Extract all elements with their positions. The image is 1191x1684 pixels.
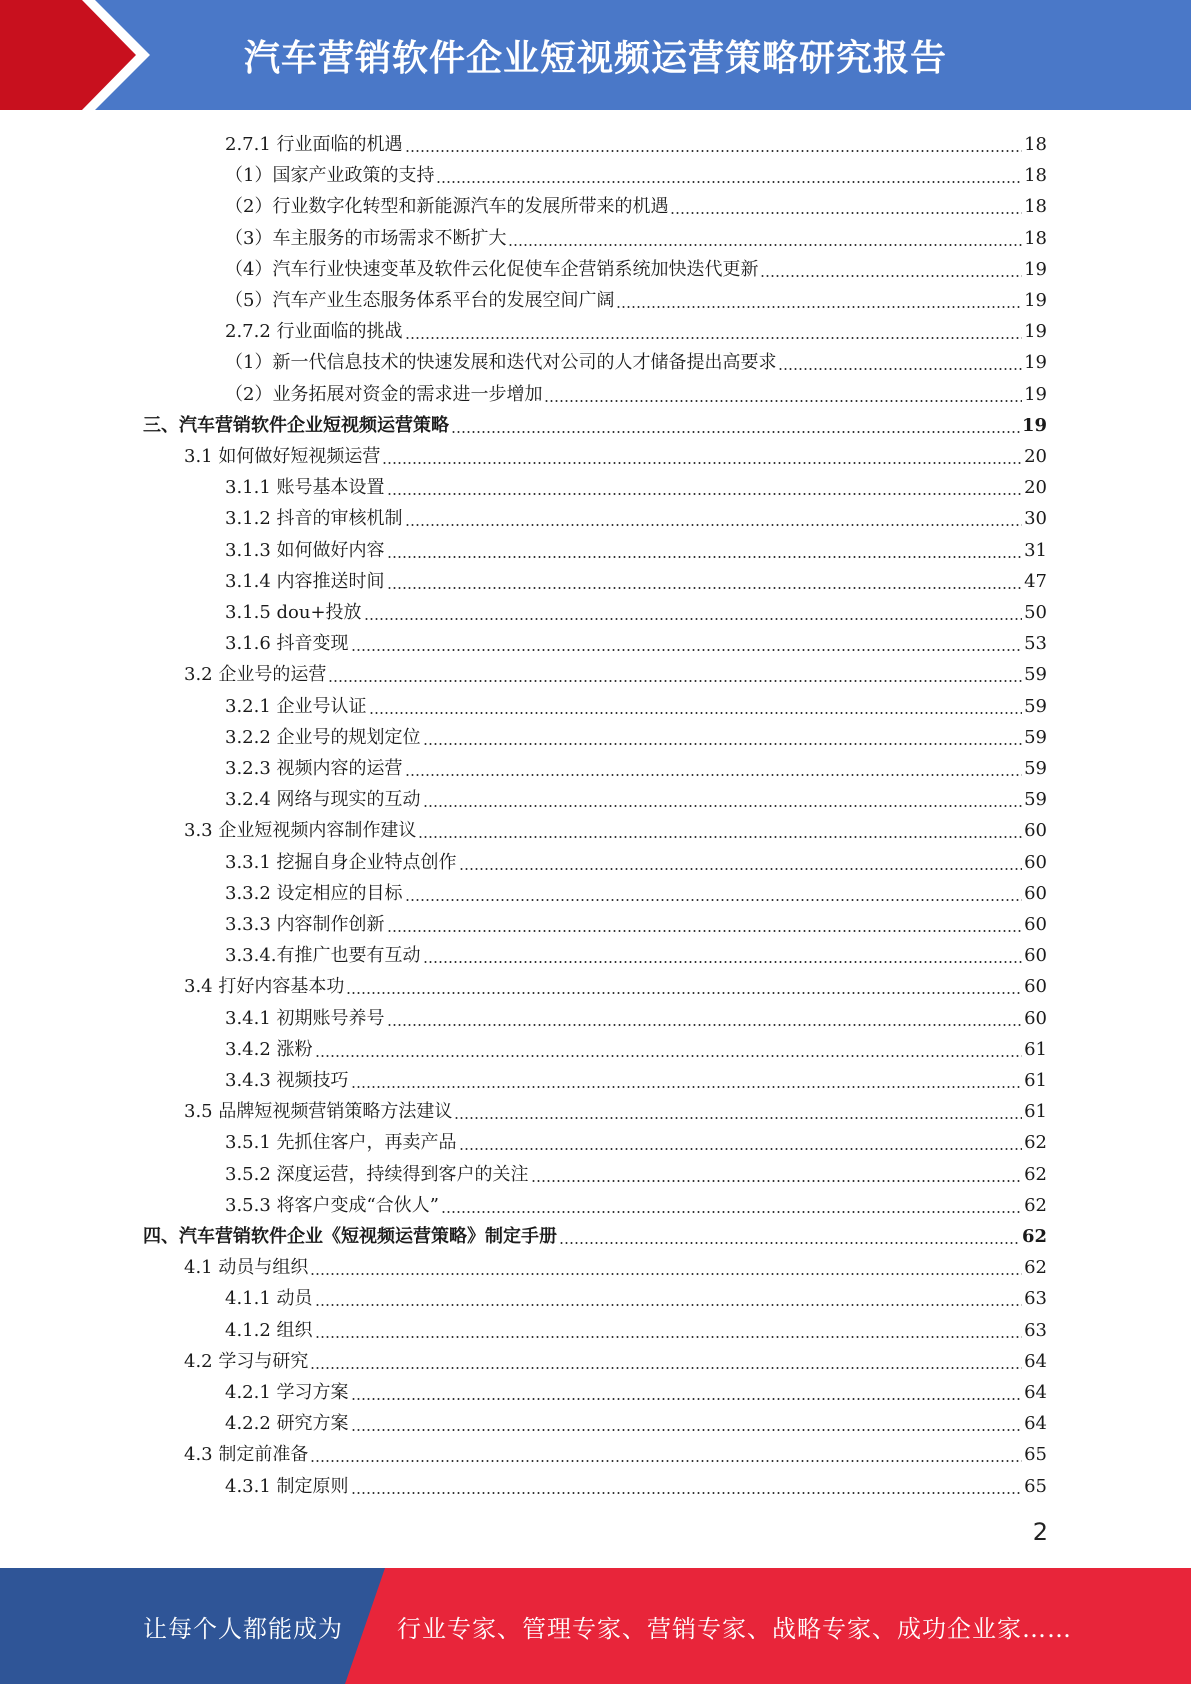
toc-entry-label: 4.1 动员与组织 xyxy=(184,1257,309,1279)
toc-dot-leader xyxy=(364,601,1023,621)
toc-entry-page: 65 xyxy=(1024,1475,1047,1497)
toc-entry[interactable] xyxy=(184,438,1047,469)
toc-dot-leader xyxy=(382,445,1022,465)
toc-entry-label: 3.4.1 初期账号养号 xyxy=(225,1007,385,1029)
toc-dot-leader xyxy=(405,507,1023,527)
toc-dot-leader xyxy=(346,975,1022,995)
toc-entry-page: 60 xyxy=(1024,1007,1047,1029)
toc-dot-leader xyxy=(670,195,1022,215)
toc-entry-page: 19 xyxy=(1024,258,1047,280)
toc-entry-page: 18 xyxy=(1024,165,1047,187)
toc-dot-leader xyxy=(436,164,1022,184)
toc-entry-page: 62 xyxy=(1021,1226,1047,1247)
toc-entry-page: 19 xyxy=(1024,321,1047,343)
toc-dot-leader xyxy=(418,819,1022,839)
toc-entry[interactable] xyxy=(143,407,1047,438)
toc-entry-label: 3.1.1 账号基本设置 xyxy=(225,477,385,499)
toc-entry-label: 3.1 如何做好短视频运营 xyxy=(184,446,381,467)
toc-entry-label: 3.1.6 抖音变现 xyxy=(225,633,349,655)
toc-entry-label: 4.1.1 动员 xyxy=(225,1288,313,1310)
toc-entry-label: 3.3.3 内容制作创新 xyxy=(225,914,385,935)
toc-entry-page: 50 xyxy=(1024,602,1047,623)
toc-dot-leader xyxy=(451,414,1020,434)
toc-entry[interactable] xyxy=(225,469,1047,500)
toc-entry[interactable] xyxy=(225,1062,1047,1093)
toc-entry[interactable] xyxy=(225,376,1047,407)
toc-entry-page: 47 xyxy=(1024,570,1047,592)
toc-entry[interactable] xyxy=(225,157,1047,188)
toc-entry-label: 3.3 企业短视频内容制作建议 xyxy=(184,820,417,842)
toc-entry-label: 2.7.2 行业面临的挑战 xyxy=(225,321,403,343)
toc-entry-label: （5）汽车产业生态服务体系平台的发展空间广阔 xyxy=(225,290,615,311)
toc-entry-page: 20 xyxy=(1024,477,1047,499)
toc-entry-page: 19 xyxy=(1021,414,1047,436)
toc-entry-label: （3）车主服务的市场需求不断扩大 xyxy=(225,227,507,249)
toc-entry-label: 4.2.1 学习方案 xyxy=(225,1382,349,1403)
toc-entry-page: 63 xyxy=(1024,1288,1047,1310)
toc-dot-leader xyxy=(387,539,1023,559)
toc-entry-page: 18 xyxy=(1024,134,1047,155)
toc-entry-page: 30 xyxy=(1024,508,1047,530)
toc-entry-label: 3.5.2 深度运营，持续得到客户的关注 xyxy=(225,1163,529,1185)
toc-entry-page: 62 xyxy=(1024,1163,1047,1185)
toc-entry[interactable] xyxy=(184,1093,1047,1124)
toc-entry-page: 59 xyxy=(1024,664,1047,686)
toc-entry-page: 18 xyxy=(1024,227,1047,249)
toc-entry[interactable] xyxy=(225,313,1047,344)
toc-dot-leader xyxy=(544,383,1022,403)
toc-entry[interactable] xyxy=(225,251,1047,282)
toc-entry[interactable] xyxy=(225,1000,1047,1031)
toc-entry-label: 3.5 品牌短视频营销策略方法建议 xyxy=(184,1101,453,1123)
toc-entry-label: 2.7.1 行业面临的机遇 xyxy=(225,134,403,155)
toc-dot-leader xyxy=(459,1131,1023,1151)
toc-entry-label: （2）行业数字化转型和新能源汽车的发展所带来的机遇 xyxy=(225,196,669,218)
toc-entry[interactable] xyxy=(225,344,1047,375)
toc-entry[interactable] xyxy=(184,968,1047,999)
toc-entry-page: 20 xyxy=(1024,446,1047,467)
page-header xyxy=(0,0,1191,110)
toc-entry[interactable] xyxy=(184,812,1047,843)
toc-entry-page: 60 xyxy=(1024,882,1047,904)
toc-entry-label: 3.4.2 涨粉 xyxy=(225,1038,313,1060)
header-red-arrow xyxy=(0,0,150,110)
toc-entry-page: 63 xyxy=(1024,1319,1047,1341)
toc-entry[interactable] xyxy=(225,781,1047,812)
toc-entry[interactable] xyxy=(225,906,1047,937)
toc-dot-leader xyxy=(310,1256,1022,1276)
toc-entry[interactable] xyxy=(225,1031,1047,1062)
toc-entry-label: 3.2 企业号的运营 xyxy=(184,664,327,686)
toc-entry[interactable] xyxy=(225,875,1047,906)
toc-dot-leader xyxy=(315,1038,1023,1058)
footer-slogan-right: 行业专家、管理专家、营销专家、战略专家、成功企业家…… xyxy=(397,1614,1072,1643)
toc-entry[interactable] xyxy=(184,656,1047,687)
toc-entry-label: （2）业务拓展对资金的需求进一步增加 xyxy=(225,383,543,405)
toc-dot-leader xyxy=(454,1100,1022,1120)
toc-dot-leader xyxy=(616,289,1022,309)
toc-entry-label: 3.3.2 设定相应的目标 xyxy=(225,882,403,904)
toc-entry-label: 4.2 学习与研究 xyxy=(184,1350,309,1372)
toc-dot-leader xyxy=(531,1163,1023,1183)
report-title: 汽车营销软件企业短视频运营策略研究报告 xyxy=(243,37,947,79)
toc-entry-page: 19 xyxy=(1024,383,1047,405)
toc-dot-leader xyxy=(351,1475,1023,1495)
toc-entry-label: 3.3.1 挖掘自身企业特点创作 xyxy=(225,851,457,873)
toc-dot-leader xyxy=(405,757,1023,777)
toc-entry[interactable] xyxy=(225,563,1047,594)
toc-dot-leader xyxy=(423,726,1023,746)
toc-entry-label: 3.2.1 企业号认证 xyxy=(225,695,367,717)
toc-entry[interactable] xyxy=(225,1280,1047,1311)
toc-dot-leader xyxy=(315,1319,1023,1339)
toc-entry-page: 18 xyxy=(1024,196,1047,218)
toc-entry[interactable] xyxy=(225,750,1047,781)
toc-dot-leader xyxy=(760,258,1022,278)
toc-entry-page: 65 xyxy=(1024,1444,1047,1466)
toc-dot-leader xyxy=(508,227,1022,247)
toc-entry[interactable] xyxy=(225,1312,1047,1343)
toc-entry[interactable] xyxy=(225,532,1047,563)
toc-entry[interactable] xyxy=(225,844,1047,875)
toc-entry-label: （4）汽车行业快速变革及软件云化促使车企营销系统加快迭代更新 xyxy=(225,258,759,280)
toc-dot-leader xyxy=(315,1287,1023,1307)
toc-entry-page: 19 xyxy=(1024,290,1047,311)
toc-entry[interactable] xyxy=(225,188,1047,219)
toc-entry[interactable] xyxy=(225,282,1047,313)
toc-entry[interactable] xyxy=(225,500,1047,531)
toc-entry[interactable] xyxy=(225,1405,1047,1436)
toc-entry[interactable] xyxy=(225,1187,1047,1218)
toc-entry-page: 59 xyxy=(1024,726,1047,748)
toc-dot-leader xyxy=(387,913,1023,933)
toc-entry-page: 59 xyxy=(1024,758,1047,779)
toc-dot-leader xyxy=(387,476,1023,496)
toc-dot-leader xyxy=(351,1381,1023,1401)
toc-dot-leader xyxy=(559,1225,1020,1245)
toc-entry-page: 64 xyxy=(1024,1350,1047,1372)
toc-entry-label: 3.2.3 视频内容的运营 xyxy=(225,758,403,779)
toc-entry[interactable] xyxy=(184,1249,1047,1280)
toc-dot-leader xyxy=(423,944,1023,964)
page-footer xyxy=(0,1568,1191,1684)
toc-dot-leader xyxy=(441,1194,1022,1214)
toc-entry-page: 31 xyxy=(1024,539,1047,561)
toc-entry-page: 60 xyxy=(1024,945,1047,967)
toc-dot-leader xyxy=(310,1350,1022,1370)
toc-entry-page: 60 xyxy=(1024,851,1047,873)
toc-entry-label: 3.4 打好内容基本功 xyxy=(184,976,345,998)
toc-entry-page: 62 xyxy=(1024,1132,1047,1154)
toc-entry-label: 四、汽车营销软件企业《短视频运营策略》制定手册 xyxy=(143,1226,557,1247)
toc-entry-label: 三、汽车营销软件企业短视频运营策略 xyxy=(143,414,449,436)
footer-slogan-left: 让每个人都能成为 xyxy=(143,1614,343,1643)
toc-dot-leader xyxy=(310,1443,1022,1463)
toc-entry-label: 3.1.4 内容推送时间 xyxy=(225,570,385,592)
toc-entry-label: 3.5.1 先抓住客户，再卖产品 xyxy=(225,1132,457,1154)
toc-entry-page: 61 xyxy=(1024,1070,1047,1091)
toc-dot-leader xyxy=(387,570,1023,590)
toc-entry-page: 64 xyxy=(1024,1413,1047,1435)
toc-entry[interactable] xyxy=(184,1343,1047,1374)
toc-dot-leader xyxy=(351,1069,1023,1089)
toc-entry-page: 59 xyxy=(1024,789,1047,811)
toc-dot-leader xyxy=(328,663,1022,683)
page-number: 2 xyxy=(1032,1518,1048,1546)
toc-entry-label: 3.3.4.有推广也要有互动 xyxy=(225,945,421,967)
toc-entry-page: 64 xyxy=(1024,1382,1047,1403)
toc-entry-label: 4.3.1 制定原则 xyxy=(225,1475,349,1497)
toc-entry-label: 3.1.3 如何做好内容 xyxy=(225,539,385,561)
toc-entry-label: 3.4.3 视频技巧 xyxy=(225,1070,349,1091)
toc-dot-leader xyxy=(459,851,1023,871)
toc-entry-page: 61 xyxy=(1024,1101,1047,1123)
toc-entry-page: 60 xyxy=(1024,976,1047,998)
toc-entry-page: 62 xyxy=(1024,1194,1047,1216)
toc-entry[interactable] xyxy=(225,220,1047,251)
toc-entry[interactable] xyxy=(143,1218,1047,1249)
toc-entry-label: 3.5.3 将客户变成“合伙人” xyxy=(225,1194,439,1216)
toc-dot-leader xyxy=(405,133,1023,153)
toc-entry-label: 3.1.2 抖音的审核机制 xyxy=(225,508,403,530)
toc-entry-label: 3.1.5 dou+投放 xyxy=(225,602,362,623)
toc-dot-leader xyxy=(405,320,1023,340)
toc-entry-page: 62 xyxy=(1024,1257,1047,1279)
toc-dot-leader xyxy=(405,882,1023,902)
toc-entry-label: （1）新一代信息技术的快速发展和迭代对公司的人才储备提出高要求 xyxy=(225,352,777,374)
toc-entry[interactable] xyxy=(225,1468,1047,1499)
toc-entry[interactable] xyxy=(225,719,1047,750)
toc-entry-page: 60 xyxy=(1024,820,1047,842)
toc-entry-page: 59 xyxy=(1024,695,1047,717)
toc-entry[interactable] xyxy=(225,937,1047,968)
toc-entry-label: 4.3 制定前准备 xyxy=(184,1444,309,1466)
toc-entry-label: 3.2.2 企业号的规划定位 xyxy=(225,726,421,748)
toc-dot-leader xyxy=(423,788,1023,808)
toc-entry[interactable] xyxy=(225,594,1047,625)
toc-entry[interactable] xyxy=(225,625,1047,656)
toc-entry-label: 4.1.2 组织 xyxy=(225,1319,313,1341)
toc-entry-page: 61 xyxy=(1024,1038,1047,1060)
toc-entry[interactable] xyxy=(225,1124,1047,1155)
toc-entry[interactable] xyxy=(225,126,1047,157)
toc-entry[interactable] xyxy=(225,1374,1047,1405)
toc-entry[interactable] xyxy=(184,1436,1047,1467)
toc-entry[interactable] xyxy=(225,688,1047,719)
toc-dot-leader xyxy=(387,1007,1023,1027)
toc-dot-leader xyxy=(351,1412,1023,1432)
toc-entry-label: （1）国家产业政策的支持 xyxy=(225,165,435,187)
toc-entry-label: 4.2.2 研究方案 xyxy=(225,1413,349,1435)
toc-entry[interactable] xyxy=(225,1156,1047,1187)
toc-dot-leader xyxy=(778,351,1022,371)
toc-dot-leader xyxy=(369,695,1023,715)
toc-entry-page: 60 xyxy=(1024,914,1047,935)
toc-dot-leader xyxy=(351,632,1023,652)
toc-entry-label: 3.2.4 网络与现实的互动 xyxy=(225,789,421,811)
toc-entry-page: 19 xyxy=(1024,352,1047,374)
toc-entry-page: 53 xyxy=(1024,633,1047,655)
